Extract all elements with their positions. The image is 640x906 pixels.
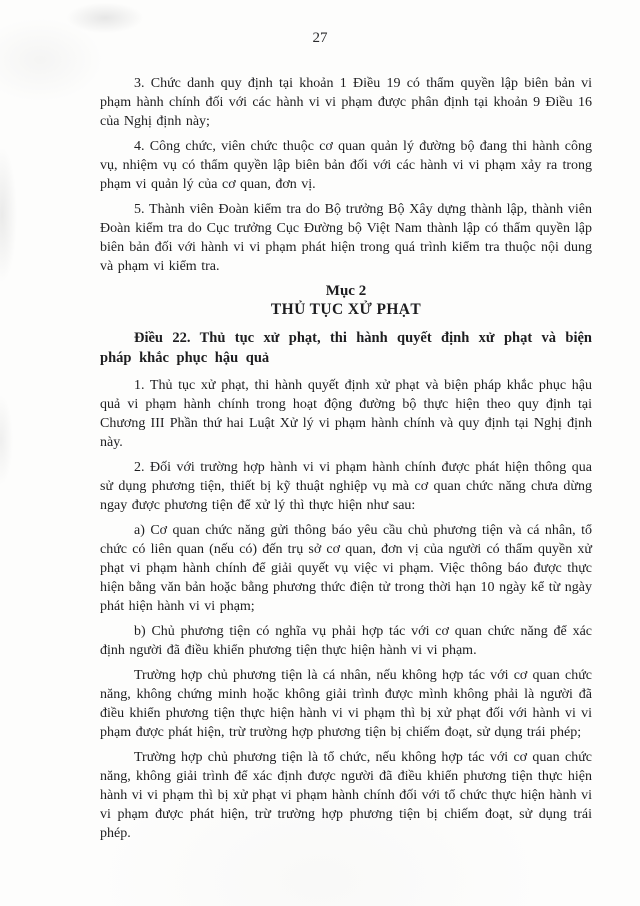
page-number: 27 (312, 30, 328, 46)
article-22-clause-2-paragraph: 2. Đối với trường hợp hành vi vi phạm hành chính được phát hiện thông qua sử dụng phương tiện, thiết bị kỹ thuật nghiệp vụ mà cơ quan chức năng chưa dừng ngay được phương tiện để xử lý thì thực hiện như sau: (100, 460, 592, 513)
article-22-clause-1-paragraph: 1. Thủ tục xử phạt, thi hành quyết định xử phạt và biện pháp khắc phục hậu quả vi phạm hành chính trong hoạt động đường bộ thực hiện theo quy định tại Chương III Phần thứ hai Luật Xử lý vi phạm hành chính và quy định tại Nghị định này. (100, 378, 592, 450)
clause-3-paragraph: 3. Chức danh quy định tại khoản 1 Điều 19 có thẩm quyền lập biên bản vi phạm hành chính đối với các hành vi vi phạm được phân định tại khoản 9 Điều 16 của Nghị định này; (100, 76, 592, 129)
clause-5-paragraph: 5. Thành viên Đoàn kiểm tra do Bộ trưởng Bộ Xây dựng thành lập, thành viên Đoàn kiểm tra do Cục trưởng Cục Đường bộ Việt Nam thành lập có thẩm quyền lập biên bản đối với hành vi vi phạm phát hiện trong quá trình kiểm tra thuộc nội dung và phạm vi kiểm tra. (100, 202, 592, 274)
article-22-heading: Điều 22. Thủ tục xử phạt, thi hành quyết định xử phạt và biện pháp khắc phục hậu quả (100, 330, 592, 366)
clause-4-paragraph: 4. Công chức, viên chức thuộc cơ quan quản lý đường bộ đang thi hành công vụ, nhiệm vụ có thẩm quyền lập biên bản đối với các hành vi vi phạm xảy ra trong phạm vi quản lý của cơ quan, đơn vị. (100, 139, 592, 192)
owner-organization-case-paragraph: Trường hợp chủ phương tiện là tổ chức, nếu không hợp tác với cơ quan chức năng, không giải trình để xác định được người đã điều khiển phương tiện thực hiện hành vi vi phạm thì bị xử phạt vi phạm hành chính đối với tổ chức thực hiện hành vi vi phạm được phát hiện, trừ trường hợp phương tiện bị chiếm đoạt, sử dụng trái phép. (100, 750, 592, 841)
document-body (100, 74, 592, 843)
section-2-title: THỦ TỤC XỬ PHẠT (270, 301, 422, 318)
section-2-label: Mục 2 (325, 283, 367, 299)
article-22-point-b-paragraph: b) Chủ phương tiện có nghĩa vụ phải hợp tác với cơ quan chức năng để xác định người đã điều khiển phương tiện thực hiện hành vi vi phạm. (100, 624, 592, 658)
owner-individual-case-paragraph: Trường hợp chủ phương tiện là cá nhân, nếu không hợp tác với cơ quan chức năng, không chứng minh hoặc không giải trình được mình không phải là người đã điều khiển phương tiện thực hiện hành vi vi phạm thì bị xử phạt đối với hành vi vi phạm được phát hiện, trừ trường hợp phương tiện bị chiếm đoạt, sử dụng trái phép; (100, 668, 592, 740)
article-22-point-a-paragraph: a) Cơ quan chức năng gửi thông báo yêu cầu chủ phương tiện và cá nhân, tổ chức có liên quan (nếu có) đến trụ sở cơ quan, đơn vị của người có thẩm quyền xử phạt vi phạm hành chính để giải quyết vụ việc vi phạm. Việc thông báo được thực hiện bằng văn bản hoặc bằng phương thức điện tử trong thời hạn 10 ngày kể từ ngày phát hiện hành vi vi phạm; (100, 523, 592, 614)
